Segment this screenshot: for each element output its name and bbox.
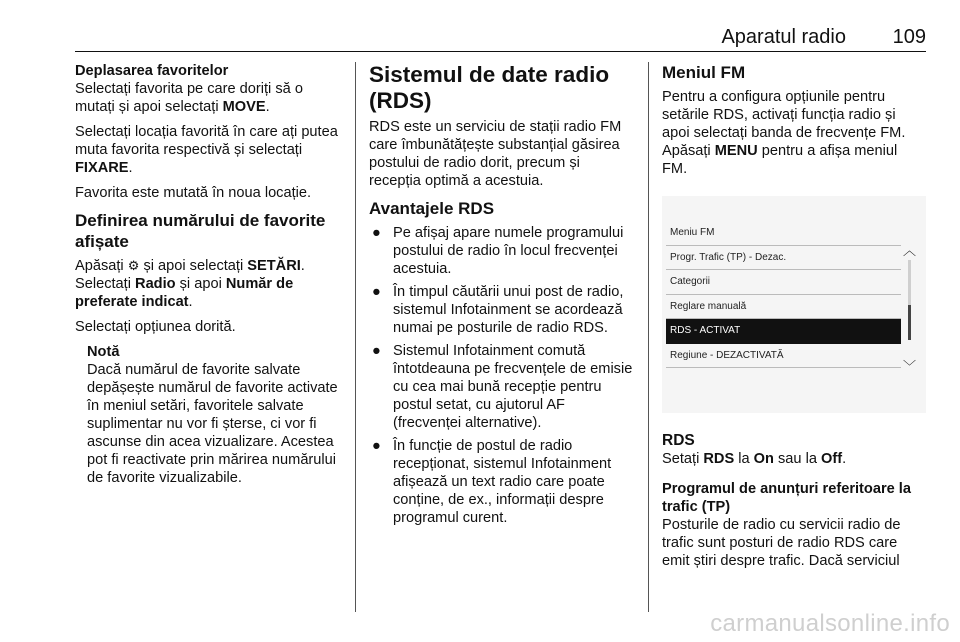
text: și apoi selectați <box>139 258 248 274</box>
gear-icon: ⚙ <box>127 258 140 273</box>
keyword-favorites-count: Număr de preferate indicat <box>75 276 294 310</box>
advantages-list <box>369 224 633 527</box>
keyword-menu: MENU <box>714 143 758 159</box>
heading-traffic-program: Programul de anunțuri referitoare la trafic (TP) <box>662 481 911 515</box>
fm-menu-screenshot <box>662 196 926 413</box>
heading-rds-system: Sistemul de date radio (RDS) <box>369 62 610 113</box>
text: . <box>128 160 133 176</box>
text: și apoi <box>175 276 226 292</box>
paragraph <box>75 80 343 116</box>
menu-item-traffic[interactable]: Progr. Trafic (TP) - Dezac. <box>666 246 901 271</box>
bullet-icon: ● <box>372 225 381 241</box>
keyword-rds: RDS <box>703 451 735 467</box>
paragraph <box>75 257 343 311</box>
note-title: Notă <box>87 344 120 360</box>
page-number: 109 <box>892 26 926 48</box>
keyword-on: On <box>753 451 774 467</box>
chevron-down-icon[interactable]: ﹀ <box>903 359 917 374</box>
heading-move-favorites: Deplasarea favoritelor <box>75 63 229 79</box>
column-divider <box>355 62 356 612</box>
list-item-text: În funcție de postul de radio recepționat, sistemul Infotainment afișează un text radio care poate conține, de ex., informații despre programul curent. <box>393 438 612 526</box>
scrollbar-thumb[interactable] <box>908 305 911 340</box>
paragraph: RDS este un serviciu de stații radio FM care îmbunătățește substanțial găsirea postului de radio dorit, precum și recepția optimă a acestuia. <box>369 119 622 189</box>
chevron-up-icon[interactable]: ︿ <box>903 243 917 258</box>
heading-fm-menu: Meniul FM <box>662 63 746 82</box>
list-item-text: Sistemul Infotainment comută întotdeauna pe frecvențele de emisie cu cea mai bună recepție pentru postul setat, cu ajutorul AF (frecvenței alternative). <box>393 343 633 431</box>
paragraph <box>662 450 926 468</box>
text: Apăsați <box>75 258 128 274</box>
text: . <box>842 451 847 467</box>
menu-item-rds[interactable]: RDS - ACTIVAT <box>666 319 901 344</box>
keyword-fixare: FIXARE <box>75 160 129 176</box>
column-divider <box>648 62 649 612</box>
note-box <box>87 343 343 487</box>
text: Selectați locația favorită în care ați putea muta favorita respectivă și selectați <box>75 124 338 158</box>
bullet-icon: ● <box>372 343 381 359</box>
column-3 <box>662 62 926 577</box>
list-item-text: Pe afișaj apare numele programului postului de radio în locul frecvenței acestuia. <box>393 225 624 277</box>
menu-item-manual-tuning[interactable]: Reglare manuală <box>666 295 901 320</box>
note-text: Dacă numărul de favorite salvate depășește numărul de favorite activate în meniul setări, favoritele salvate suplimentar nu vor fi șterse, ci vor fi ascunse din acea vizualizare. Acestea pot fi reactivate prin mărirea numărului de favorite vizualizabile. <box>87 362 338 486</box>
paragraph: Favorita este mutată în noua locație. <box>75 185 312 201</box>
menu-item-region[interactable]: Regiune - DEZACTIVATĂ <box>666 344 901 369</box>
heading-define-favorites: Definirea numărului de favorite afișate <box>75 211 326 251</box>
text: . <box>188 294 193 310</box>
list-item-text: În timpul căutării unui post de radio, sistemul Infotainment se acordează numai pe posturile de radio RDS. <box>393 284 624 336</box>
text: . <box>265 99 270 115</box>
fm-menu-list <box>666 221 901 368</box>
text: sau la <box>773 451 821 467</box>
menu-scrollbar[interactable] <box>908 260 911 340</box>
keyword-move: MOVE <box>222 99 266 115</box>
keyword-off: Off <box>821 451 843 467</box>
bullet-icon: ● <box>372 438 381 454</box>
paragraph <box>662 88 926 178</box>
heading-rds-advantages: Avantajele RDS <box>369 199 495 218</box>
watermark: carmanualsonline.info <box>710 610 950 637</box>
text: Selectați favorita pe care doriți să o mutați și apoi selectați <box>75 81 303 115</box>
keyword-setari: SETĂRI <box>247 258 301 274</box>
column-1 <box>75 62 343 494</box>
list-item <box>369 283 633 337</box>
paragraph: Posturile de radio cu servicii radio de trafic sunt posturi de radio RDS care emit știri despre trafic. Dacă serviciul <box>662 517 901 569</box>
heading-rds: RDS <box>662 432 695 449</box>
paragraph <box>75 123 343 177</box>
list-item <box>369 342 633 432</box>
page-header <box>75 26 926 52</box>
list-item <box>369 224 633 278</box>
text: Setați <box>662 451 704 467</box>
text: la <box>734 451 754 467</box>
page-footer <box>0 610 960 642</box>
list-item <box>369 437 633 527</box>
text: pentru a afișa meniul FM. <box>662 143 898 177</box>
bullet-icon: ● <box>372 284 381 300</box>
menu-item-categories[interactable]: Categorii <box>666 270 901 295</box>
paragraph: Selectați opțiunea dorită. <box>75 319 236 335</box>
text: Pentru a configura opțiunile pentru setările RDS, activați funcția radio și apoi selectați banda de frecvențe FM. Apăsați <box>662 89 906 159</box>
text: . Selectați <box>75 258 305 292</box>
fm-menu-title: Meniu FM <box>666 221 901 246</box>
keyword-radio: Radio <box>135 276 176 292</box>
header-rule <box>75 51 926 52</box>
column-2 <box>369 62 633 532</box>
page-title: Aparatul radio <box>721 26 846 48</box>
